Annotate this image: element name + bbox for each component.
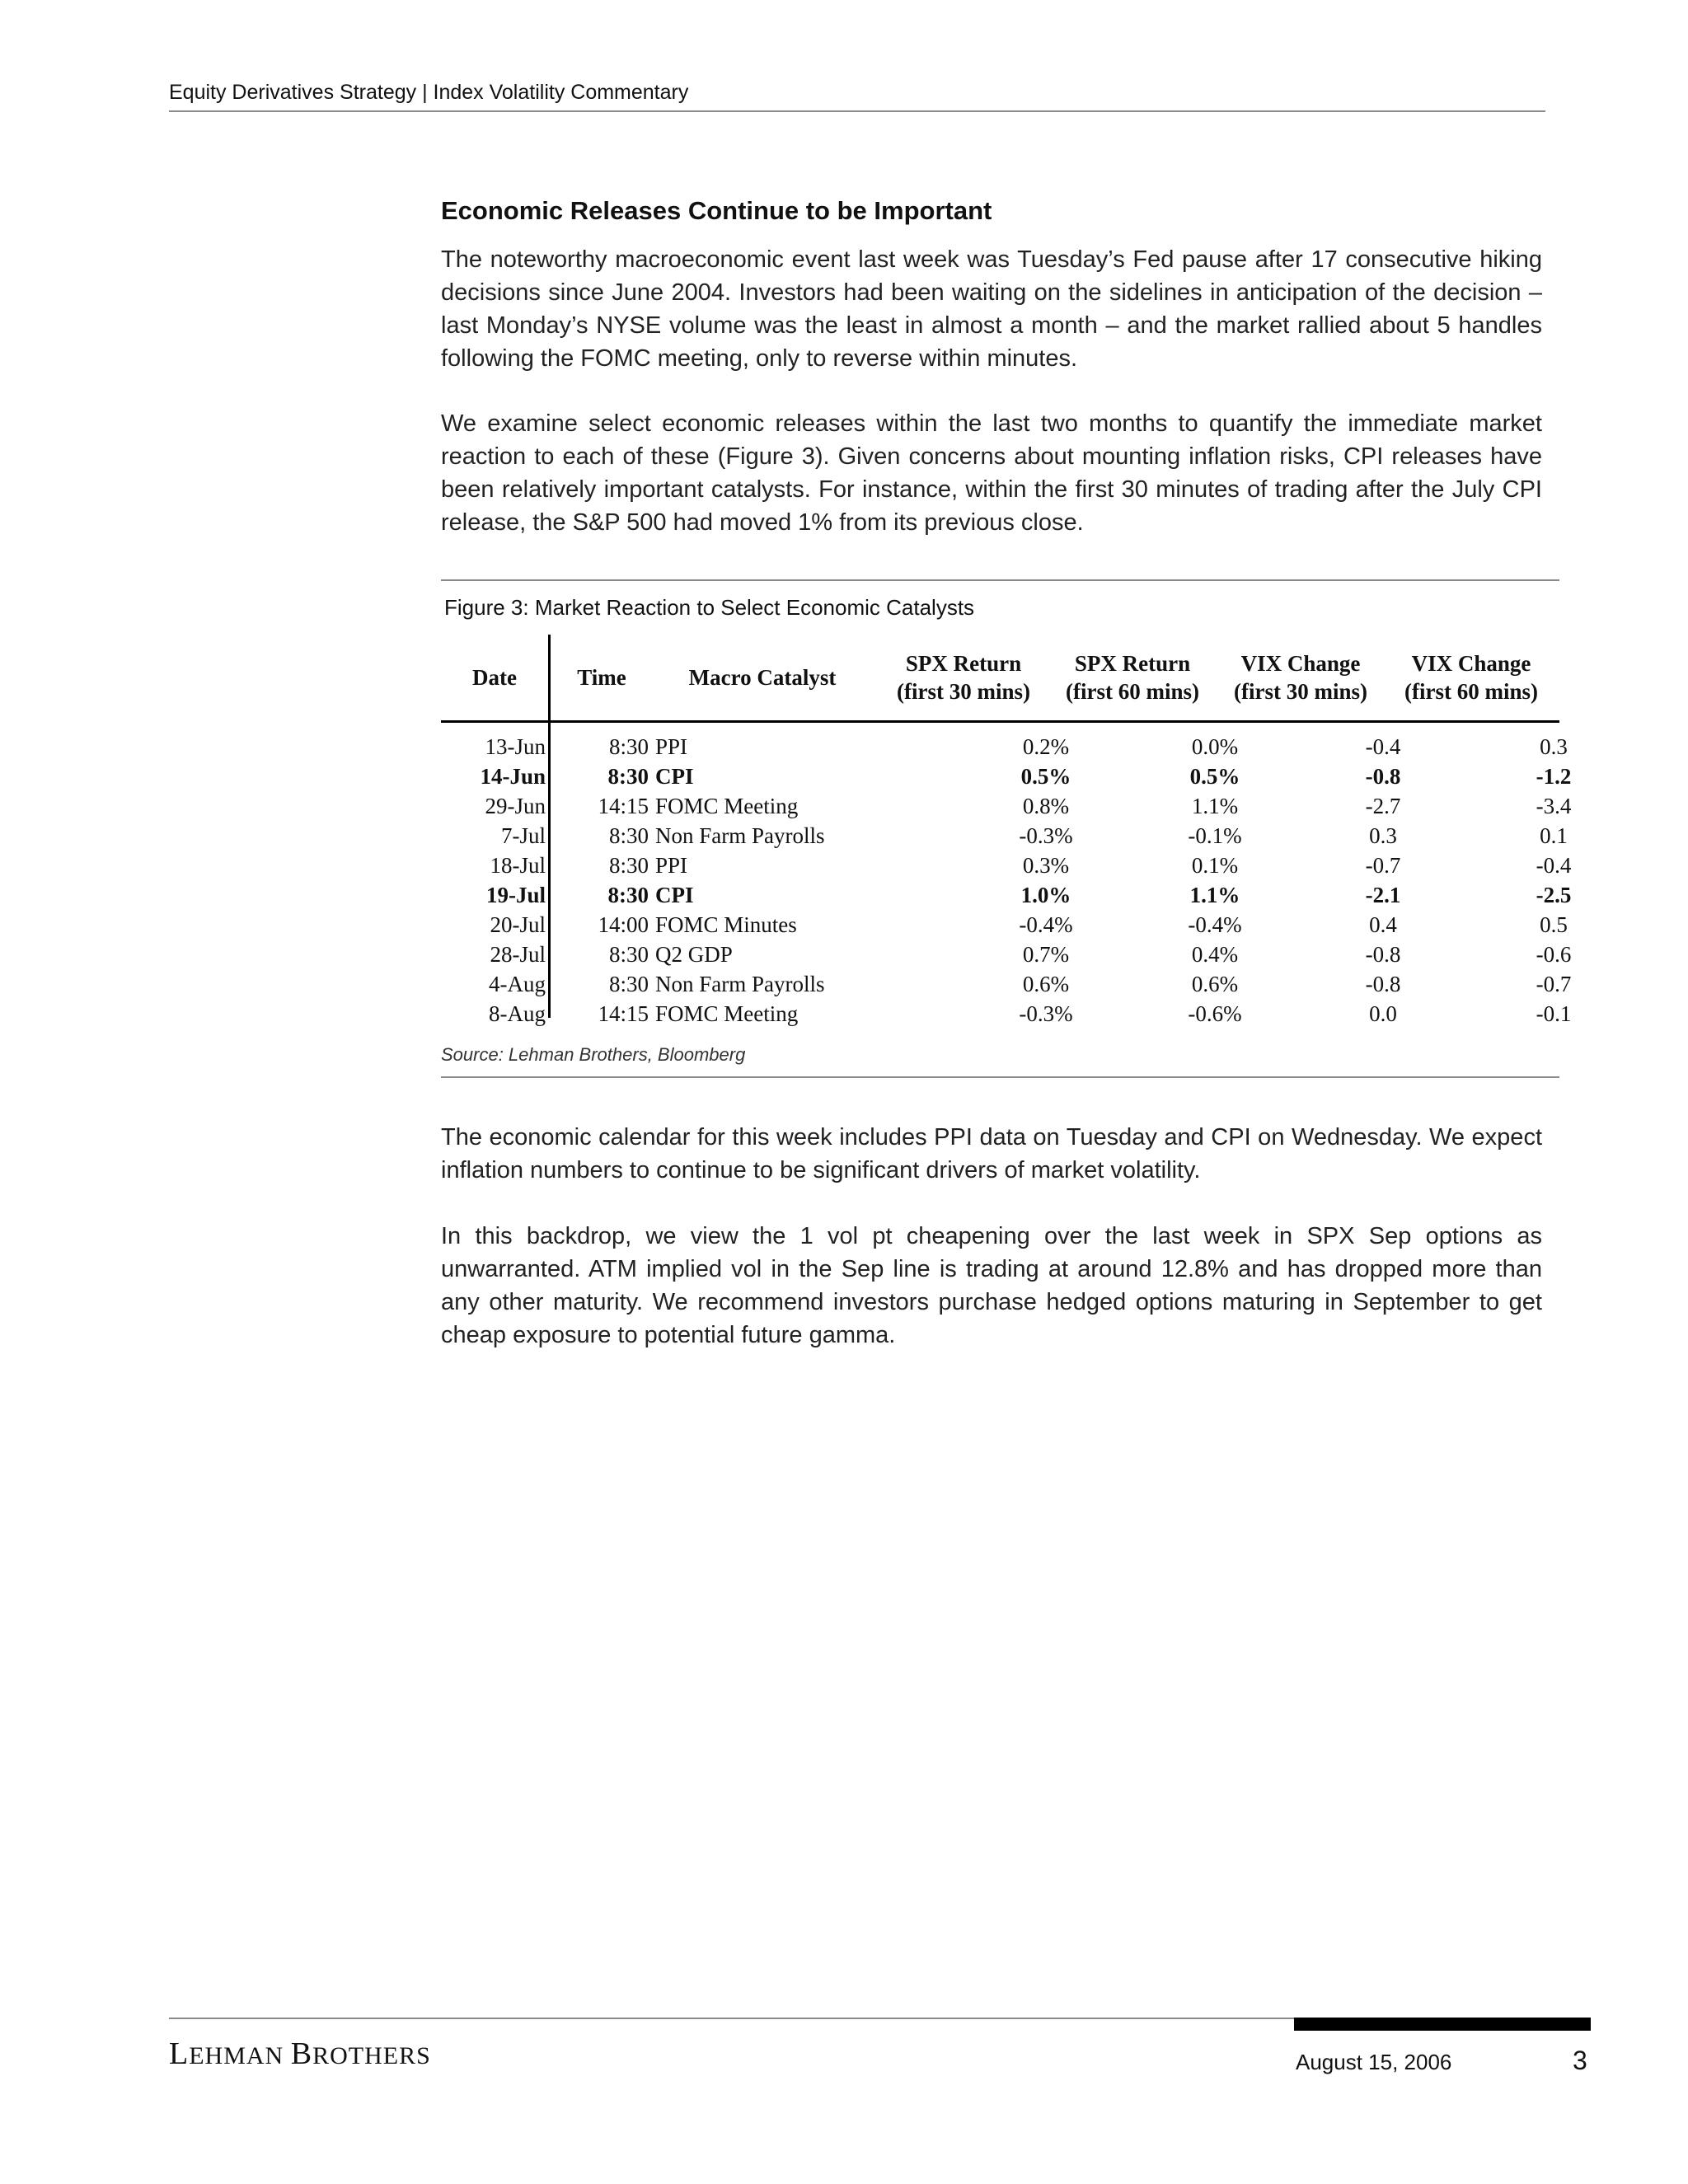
cell-date: 19-Jul bbox=[485, 883, 546, 907]
cell-date: 18-Jul bbox=[490, 853, 546, 878]
cell-spx30: -0.3% bbox=[1019, 1001, 1073, 1026]
cell-time: 14:15 bbox=[598, 794, 649, 818]
cell-time: 8:30 bbox=[607, 883, 649, 907]
cell-spx60: -0.1% bbox=[1188, 823, 1242, 848]
cell-vix60: -1.2 bbox=[1536, 764, 1572, 789]
header-spx30 bbox=[881, 649, 1046, 705]
cell-spx60: 0.0% bbox=[1191, 734, 1239, 759]
cell-time: 8:30 bbox=[608, 734, 649, 759]
header-catalyst: Macro Catalyst bbox=[688, 665, 837, 690]
table-row bbox=[441, 821, 1568, 851]
table-row bbox=[441, 851, 1572, 880]
cell-catalyst: FOMC Meeting bbox=[655, 794, 799, 818]
cell-spx60: 0.1% bbox=[1191, 853, 1239, 878]
cell-vix30: -2.7 bbox=[1365, 794, 1401, 818]
catalyst-table bbox=[441, 635, 1572, 1029]
cell-spx30: -0.3% bbox=[1019, 823, 1073, 848]
cell-spx60: 1.1% bbox=[1191, 794, 1239, 818]
footer-rule bbox=[169, 2018, 1294, 2019]
cell-catalyst: CPI bbox=[655, 764, 694, 789]
table-row bbox=[441, 732, 1568, 762]
body-paragraph-1: The noteworthy macroeconomic event last week was Tuesday’s Fed pause after 17 consecutive hiking decisions since June 2004. Investors had been waiting on the sidelines in anticipation of the decision – last Monday’s NYSE volume was the least in almost a month – and the market rallied about 5 handles following the FOMC meeting, only to reverse within minutes. bbox=[441, 246, 1542, 372]
cell-vix60: -3.4 bbox=[1536, 794, 1572, 818]
header-spx60 bbox=[1050, 649, 1215, 705]
table-row bbox=[441, 940, 1572, 969]
cell-vix60: -0.7 bbox=[1536, 972, 1572, 996]
cell-date: 8-Aug bbox=[489, 1001, 546, 1026]
body-paragraph-4: In this backdrop, we view the 1 vol pt cheapening over the last week in SPX Sep options as unwarranted. ATM implied vol in the Sep line is trading at around 12.8% and has dropped more than any other maturity. We recommend investors purchase hedged options maturing in September to get cheap exposure to potential future gamma. bbox=[441, 1223, 1542, 1348]
cell-catalyst: Non Farm Payrolls bbox=[655, 972, 825, 996]
header-vix30 bbox=[1218, 649, 1383, 705]
cell-spx30: 0.5% bbox=[1020, 764, 1071, 789]
header-vix30-line2: (first 30 mins) bbox=[1234, 679, 1367, 704]
cell-vix30: -0.8 bbox=[1365, 764, 1401, 789]
cell-time: 8:30 bbox=[608, 823, 649, 848]
cell-spx30: 0.3% bbox=[1022, 853, 1070, 878]
table-body bbox=[441, 723, 1572, 1029]
cell-date: 4-Aug bbox=[489, 972, 546, 996]
cell-catalyst: Q2 GDP bbox=[655, 942, 733, 967]
table-row bbox=[441, 999, 1572, 1029]
cell-time: 14:15 bbox=[598, 1001, 649, 1026]
footer-date: August 15, 2006 bbox=[1296, 2050, 1452, 2074]
header-date: Date bbox=[472, 665, 517, 690]
cell-spx60: 1.1% bbox=[1189, 883, 1240, 907]
table-row bbox=[441, 880, 1572, 910]
cell-date: 14-Jun bbox=[480, 764, 546, 789]
header-spx30-line1: SPX Return bbox=[905, 651, 1022, 676]
cell-spx30: 0.6% bbox=[1022, 972, 1070, 996]
cell-vix30: -0.4 bbox=[1365, 734, 1401, 759]
figure-top-rule bbox=[441, 579, 1559, 581]
header-spx60-line1: SPX Return bbox=[1074, 651, 1191, 676]
cell-vix60: -0.4 bbox=[1536, 853, 1572, 878]
cell-spx30: 1.0% bbox=[1020, 883, 1071, 907]
cell-time: 14:00 bbox=[598, 912, 649, 937]
lehman-brothers-logo: LEHMAN BROTHERS bbox=[169, 2036, 431, 2071]
cell-catalyst: CPI bbox=[655, 883, 694, 907]
header-vix60 bbox=[1389, 649, 1554, 705]
cell-spx60: -0.4% bbox=[1188, 912, 1242, 937]
cell-vix30: -0.7 bbox=[1365, 853, 1401, 878]
cell-time: 8:30 bbox=[608, 853, 649, 878]
table-header bbox=[441, 635, 1559, 720]
header-spx60-line2: (first 60 mins) bbox=[1066, 679, 1199, 704]
footer-bar bbox=[1294, 2018, 1591, 2031]
cell-vix30: -2.1 bbox=[1365, 883, 1401, 907]
cell-vix30: 0.0 bbox=[1369, 1001, 1397, 1026]
cell-date: 7-Jul bbox=[501, 823, 546, 848]
body-paragraph-2: We examine select economic releases within the last two months to quantify the immediate market reaction to each of these (Figure 3). Given concerns about mounting inflation risks, CPI releases have been relatively important catalysts. For instance, within the first 30 minutes of trading after the July CPI release, the S&P 500 had moved 1% from its previous close. bbox=[441, 410, 1542, 536]
page-number: 3 bbox=[1573, 2046, 1587, 2075]
cell-spx60: -0.6% bbox=[1188, 1001, 1242, 1026]
cell-vix30: 0.4 bbox=[1369, 912, 1397, 937]
running-header: Equity Derivatives Strategy | Index Volatility Commentary bbox=[169, 81, 689, 104]
cell-time: 8:30 bbox=[608, 942, 649, 967]
cell-catalyst: Non Farm Payrolls bbox=[655, 823, 825, 848]
table-row bbox=[441, 910, 1568, 940]
section-heading: Economic Releases Continue to be Important bbox=[441, 196, 992, 225]
header-vix60-line2: (first 60 mins) bbox=[1404, 679, 1538, 704]
figure-title: Figure 3: Market Reaction to Select Economic Catalysts bbox=[444, 595, 975, 620]
cell-date: 28-Jul bbox=[490, 942, 546, 967]
header-rule bbox=[169, 110, 1545, 112]
cell-catalyst: FOMC Meeting bbox=[655, 1001, 799, 1026]
cell-vix60: -2.5 bbox=[1536, 883, 1572, 907]
cell-date: 29-Jun bbox=[485, 794, 546, 818]
cell-date: 13-Jun bbox=[485, 734, 546, 759]
cell-spx30: 0.2% bbox=[1022, 734, 1070, 759]
cell-vix30: -0.8 bbox=[1365, 972, 1401, 996]
cell-spx60: 0.6% bbox=[1191, 972, 1239, 996]
cell-vix60: 0.1 bbox=[1540, 823, 1568, 848]
table-row bbox=[441, 969, 1572, 999]
cell-vix60: -0.1 bbox=[1536, 1001, 1572, 1026]
table-row bbox=[441, 791, 1572, 821]
cell-spx60: 0.5% bbox=[1189, 764, 1240, 789]
cell-time: 8:30 bbox=[608, 972, 649, 996]
figure-source: Source: Lehman Brothers, Bloomberg bbox=[441, 1044, 746, 1065]
cell-catalyst: PPI bbox=[655, 734, 688, 759]
cell-vix30: 0.3 bbox=[1369, 823, 1397, 848]
cell-vix60: 0.5 bbox=[1540, 912, 1568, 937]
cell-date: 20-Jul bbox=[490, 912, 546, 937]
cell-vix60: -0.6 bbox=[1536, 942, 1572, 967]
figure-bottom-rule bbox=[441, 1076, 1559, 1078]
cell-catalyst: PPI bbox=[655, 853, 688, 878]
cell-vix60: 0.3 bbox=[1540, 734, 1568, 759]
cell-spx60: 0.4% bbox=[1191, 942, 1239, 967]
cell-catalyst: FOMC Minutes bbox=[655, 912, 797, 937]
cell-spx30: 0.7% bbox=[1022, 942, 1070, 967]
cell-spx30: 0.8% bbox=[1022, 794, 1070, 818]
cell-vix30: -0.8 bbox=[1365, 942, 1401, 967]
header-vix60-line1: VIX Change bbox=[1411, 651, 1531, 676]
header-time: Time bbox=[577, 665, 626, 690]
table-row bbox=[441, 762, 1572, 791]
cell-time: 8:30 bbox=[607, 764, 649, 789]
body-paragraph-3: The economic calendar for this week includes PPI data on Tuesday and CPI on Wednesday. We expect inflation numbers to continue to be significant drivers of market volatility. bbox=[441, 1124, 1542, 1183]
header-spx30-line2: (first 30 mins) bbox=[897, 679, 1030, 704]
header-vix30-line1: VIX Change bbox=[1240, 651, 1361, 676]
cell-spx30: -0.4% bbox=[1019, 912, 1073, 937]
